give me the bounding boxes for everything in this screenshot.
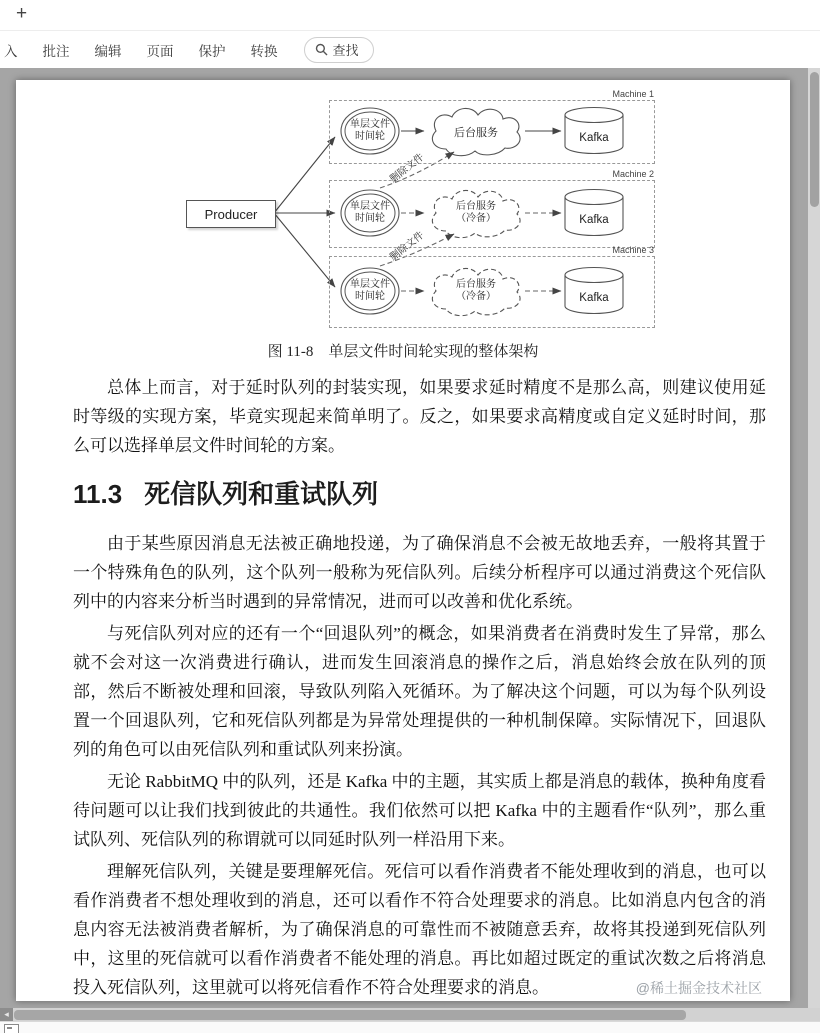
menu-item-insert-partial[interactable]: 入 bbox=[4, 43, 18, 59]
watermark: @稀土掘金技术社区 bbox=[635, 980, 762, 996]
section-heading bbox=[73, 474, 766, 511]
section-number: 11.3 bbox=[73, 479, 123, 509]
machine-2-service-label: 后台服务 （冷备） bbox=[456, 201, 496, 224]
menu-item-page[interactable]: 页面 bbox=[146, 43, 174, 59]
figure-caption: 图 11-8 单层文件时间轮实现的整体架构 bbox=[267, 344, 539, 360]
status-bar bbox=[0, 1021, 820, 1033]
machine-2-label: Machine 2 bbox=[612, 169, 654, 179]
machine-1-service-label: 后台服务 bbox=[454, 127, 498, 139]
horizontal-scrollbar[interactable] bbox=[0, 1008, 820, 1021]
menu-item-annotate[interactable]: 批注 bbox=[42, 43, 70, 59]
vertical-scrollbar-thumb[interactable] bbox=[810, 72, 819, 207]
paragraph: 总体上而言，对于延时队列的封装实现，如果要求延时精度不是那么高，则建议使用延时等级的实现方案，毕竟实现起来简单明了。反之，如果要求高精度或自定义延时时间，那么可以选择单层文件时间轮的方案。 bbox=[73, 378, 766, 455]
machine-1-timewheel-label: 单层文件 时间轮 bbox=[350, 119, 390, 142]
machine-3-service-label: 后台服务 （冷备） bbox=[456, 279, 496, 302]
machine-2-kafka-label: Kafka bbox=[579, 214, 609, 226]
paragraph: 理解死信队列，关键是要理解死信。死信可以看作消费者不能处理收到的消息，也可以看作消费者不想处理收到的消息，还可以看作不符合处理要求的消息。比如消息内包含的消息内容无法被消费者解析，为了确保消息的可靠性而不被随意丢弃，故将其投递到死信队列中，这里的死信就可以看作消费者不能处理的消息。再比如超过既定的重试次数之后将消息投入死信队列，这里就可以将死信看作不符合处理要求的消息。 bbox=[73, 862, 766, 997]
machine-1-label: Machine 1 bbox=[612, 89, 654, 99]
section-title: 死信队列和重试队列 bbox=[144, 479, 379, 509]
paragraph: 与死信队列对应的还有一个“回退队列”的概念，如果消费者在消费时发生了异常，那么就不会对这一次消费进行确认，进而发生回滚消息的操作之后，消息始终会放在队列的顶部，然后不断被处理和回滚，导致队列陷入死循环。为了解决这个问题，可以为每个队列设置一个回退队列，它和死信队列都是为异常处理提供的一种机制保障。实际情况下，回退队列的角色可以由死信队列和重试队列来扮演。 bbox=[73, 624, 766, 759]
document-page bbox=[16, 80, 790, 1001]
scroll-left-button[interactable]: ◂ bbox=[0, 1008, 13, 1021]
vertical-scrollbar[interactable] bbox=[808, 68, 820, 1008]
machine-3-label: Machine 3 bbox=[612, 245, 654, 255]
paragraph: 由于某些原因消息无法被正确地投递，为了确保消息不会被无故地丢弃，一般将其置于一个特殊角色的队列，这个队列一般称为死信队列。后续分析程序可以通过消费这个死信队列中的内容来分析当时遇到的异常情况，进而可以改善和优化系统。 bbox=[73, 534, 766, 611]
menu-item-convert[interactable]: 转换 bbox=[250, 43, 278, 59]
document-workspace[interactable] bbox=[0, 68, 808, 1008]
new-tab-button[interactable]: + bbox=[16, 3, 28, 24]
machine-2-timewheel-label: 单层文件 时间轮 bbox=[350, 201, 390, 224]
machine-3-timewheel-label: 单层文件 时间轮 bbox=[350, 279, 390, 302]
menu-item-protect[interactable]: 保护 bbox=[198, 43, 226, 59]
paragraph: 无论 RabbitMQ 中的队列，还是 Kafka 中的主题，其实质上都是消息的载体，换种角度看待问题可以让我们找到彼此的共通性。我们依然可以把 Kafka 中的主题看作“队列”，那么重试队列、死信队列的称谓就可以同延时队列一样沿用下来。 bbox=[73, 772, 766, 849]
statusbar-page-icon[interactable] bbox=[4, 1024, 19, 1033]
search-icon bbox=[315, 43, 328, 56]
producer-node: Producer bbox=[186, 200, 276, 228]
delete-file-label-2: 删除文件 bbox=[388, 229, 427, 264]
machine-1-kafka-label: Kafka bbox=[579, 132, 609, 144]
horizontal-scrollbar-thumb[interactable] bbox=[14, 1010, 686, 1020]
menu-item-edit[interactable]: 编辑 bbox=[94, 43, 122, 59]
find-button[interactable] bbox=[304, 37, 374, 63]
tab-bar bbox=[0, 0, 820, 31]
delete-file-label-1: 删除文件 bbox=[388, 151, 427, 186]
article-body bbox=[16, 373, 790, 1001]
machine-3-kafka-label: Kafka bbox=[579, 292, 609, 304]
figure-11-8 bbox=[16, 86, 790, 336]
find-label: 查找 bbox=[332, 43, 359, 58]
architecture-diagram bbox=[174, 88, 666, 330]
menu-bar bbox=[0, 31, 820, 69]
